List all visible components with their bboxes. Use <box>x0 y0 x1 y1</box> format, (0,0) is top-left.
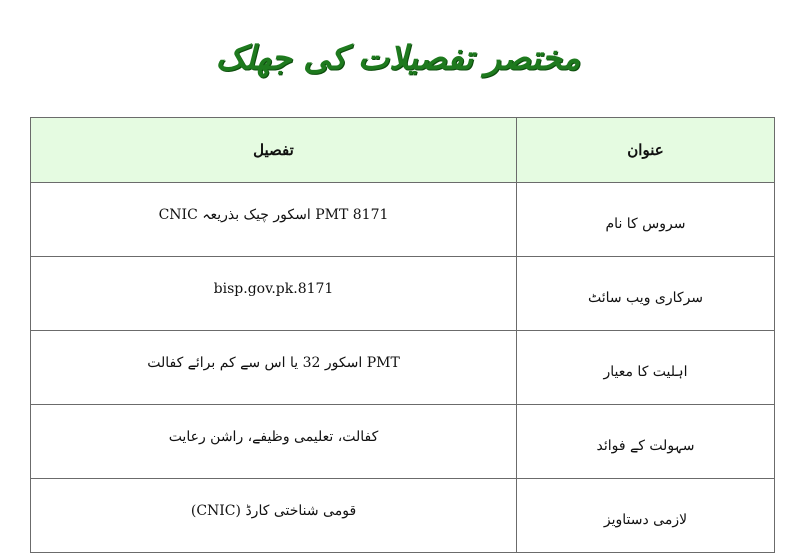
row-title: لازمی دستاویز <box>517 479 775 553</box>
page-title: مختصر تفصیلات کی جھلک <box>215 38 581 77</box>
row-detail: 8171.bisp.gov.pk <box>31 257 517 331</box>
table-header-row <box>31 118 775 183</box>
header-detail: تفصیل <box>31 118 517 183</box>
row-detail: 8171 PMT اسکور چیک بذریعہ CNIC <box>31 183 517 257</box>
row-title: اہلیت کا معیار <box>517 331 775 405</box>
table-row <box>31 331 775 405</box>
table-row <box>31 405 775 479</box>
table-row <box>31 479 775 553</box>
details-table <box>30 117 775 553</box>
row-title: سہولت کے فوائد <box>517 405 775 479</box>
table-row <box>31 183 775 257</box>
header-title: عنوان <box>517 118 775 183</box>
row-title: سرکاری ویب سائٹ <box>517 257 775 331</box>
row-detail: قومی شناختی کارڈ (CNIC) <box>31 479 517 553</box>
row-title: سروس کا نام <box>517 183 775 257</box>
row-detail: کفالت، تعلیمی وظیفے، راشن رعایت <box>31 405 517 479</box>
row-detail: PMT اسکور 32 یا اس سے کم برائے کفالت <box>31 331 517 405</box>
table-row <box>31 257 775 331</box>
